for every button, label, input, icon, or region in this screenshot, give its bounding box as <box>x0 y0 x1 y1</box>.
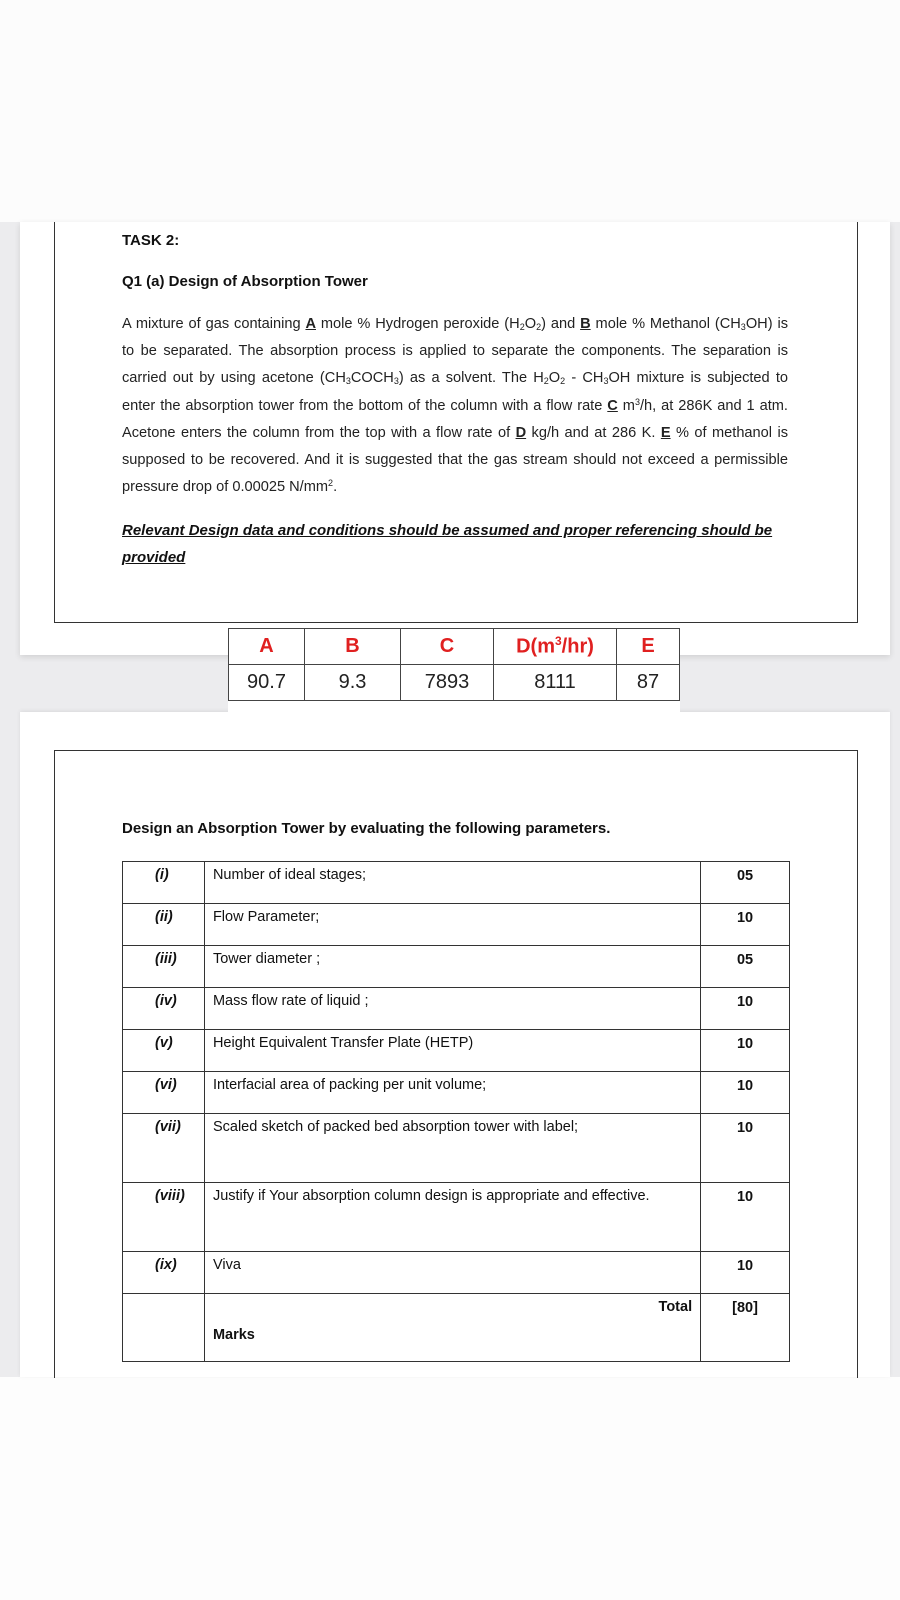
value-a: 90.7 <box>229 665 305 701</box>
row-marks: 10 <box>701 1072 790 1114</box>
total-label: Total <box>658 1299 693 1315</box>
header-a: A <box>229 629 305 665</box>
design-instructions: Design an Absorption Tower by evaluating the following parameters. <box>122 820 611 837</box>
data-value-row <box>229 665 680 701</box>
header-d: $D(m^3/hr)$ <box>494 629 617 665</box>
variable-b: B <box>580 316 591 332</box>
top-background <box>0 0 900 222</box>
row-description: Height Equivalent Transfer Plate (HETP) <box>204 1030 700 1072</box>
row-number: (ix) <box>123 1252 205 1294</box>
row-description: Scaled sketch of packed bed absorption tower with label; <box>204 1114 700 1183</box>
question-title: Q1 (a) Design of Absorption Tower <box>122 273 368 290</box>
row-marks: 10 <box>701 988 790 1030</box>
variable-c: C <box>607 397 618 414</box>
total-row-empty <box>123 1294 205 1362</box>
row-description: Tower diameter ; <box>204 946 700 988</box>
row-marks: 10 <box>701 1030 790 1072</box>
total-marks: [80] <box>701 1294 790 1362</box>
table-row <box>123 904 790 946</box>
value-c: 7893 <box>401 665 494 701</box>
variable-e: E <box>660 424 671 441</box>
total-row-label <box>204 1294 700 1362</box>
table-row <box>123 1114 790 1183</box>
variable-d: D <box>515 424 527 441</box>
data-header-row <box>229 629 680 665</box>
table-row <box>123 1030 790 1072</box>
table-row <box>123 1252 790 1294</box>
table-row <box>123 1183 790 1252</box>
table-row <box>123 946 790 988</box>
table-row <box>123 1072 790 1114</box>
row-number: (v) <box>123 1030 205 1072</box>
marks-label: Marks <box>212 1327 255 1343</box>
value-e: 87 <box>617 665 680 701</box>
row-marks: 10 <box>701 1114 790 1183</box>
row-description: Justify if Your absorption column design is appropriate and effective. <box>204 1183 700 1252</box>
row-number: (vi) <box>123 1072 205 1114</box>
row-marks: 05 <box>701 946 790 988</box>
row-marks: 10 <box>701 1183 790 1252</box>
value-d: 8111 <box>494 665 617 701</box>
variable-a: A <box>305 316 316 332</box>
referencing-note: Relevant Design data and conditions should be assumed and proper referencing should be provided <box>122 522 773 566</box>
problem-statement: A mixture of gas containing A mole % Hydrogen peroxide $(H_2O_2)$ and B mole % Methanol $(CH_3OH)$ is to be separated. The absorption process is applied to separate the components. The separation is carried out by using acetone $(CH_3COCH_3)$ as a solvent. The $H_2O_2 - CH_3OH$ mixture is subjected to enter the absorption tower from the bottom of the column with a flow rate C $m^3/h$, at 286K and 1 atm. Acetone enters the column from the top with a flow rate of D kg/h and at 286 K. E % of methanol is supposed to be recovered. And it is suggested that the gas stream should not exceed a permissible pressure drop of 0.00025 $N/mm^2$. <box>122 316 788 496</box>
table-row <box>123 862 790 904</box>
row-number: (viii) <box>123 1183 205 1252</box>
task-title: TASK 2: <box>122 232 180 249</box>
row-description: Mass flow rate of liquid ; <box>204 988 700 1030</box>
row-marks: 10 <box>701 904 790 946</box>
row-description: Interfacial area of packing per unit volume; <box>204 1072 700 1114</box>
row-marks: 10 <box>701 1252 790 1294</box>
row-description: Viva <box>204 1252 700 1294</box>
row-description: Flow Parameter; <box>204 904 700 946</box>
row-number: (ii) <box>123 904 205 946</box>
total-row <box>123 1294 790 1362</box>
row-number: (iv) <box>123 988 205 1030</box>
given-data-table <box>228 628 680 701</box>
row-number: (vii) <box>123 1114 205 1183</box>
header-e: E <box>617 629 680 665</box>
row-number: (iii) <box>123 946 205 988</box>
row-marks: 05 <box>701 862 790 904</box>
value-b: 9.3 <box>305 665 401 701</box>
header-c: C <box>401 629 494 665</box>
header-b: B <box>305 629 401 665</box>
row-description: Number of ideal stages; <box>204 862 700 904</box>
parameters-table <box>122 861 790 1362</box>
table-row <box>123 988 790 1030</box>
bottom-background <box>0 1377 900 1600</box>
row-number: (i) <box>123 862 205 904</box>
